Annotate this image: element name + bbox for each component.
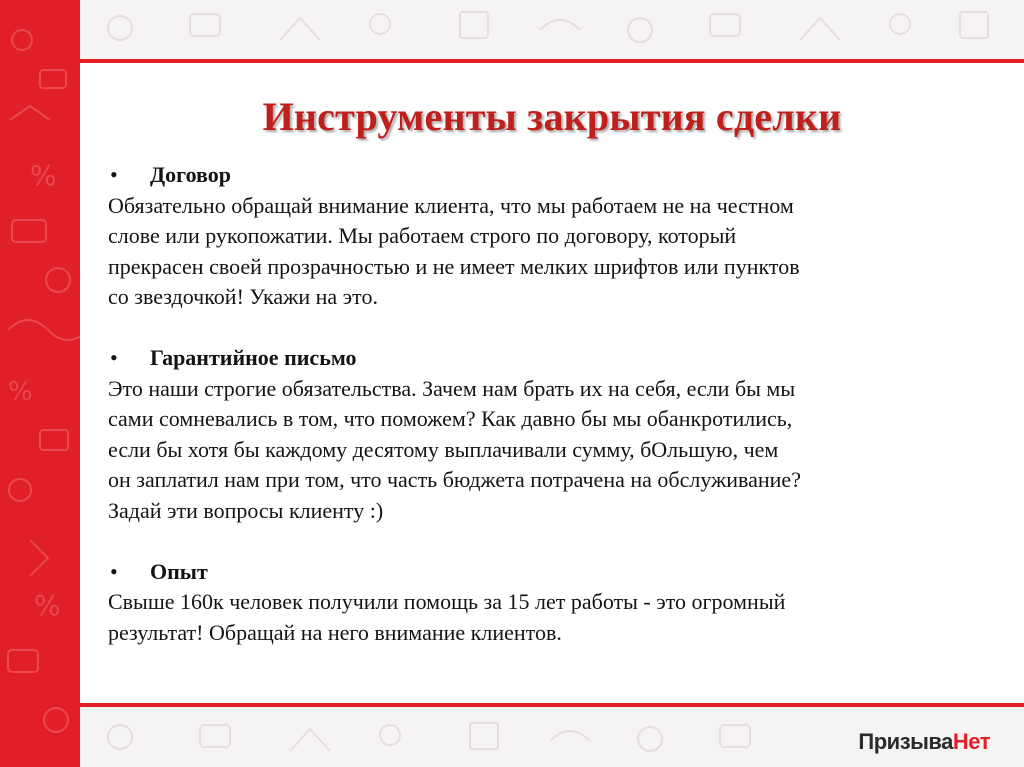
bullet-icon: • (110, 558, 118, 584)
slide-body (108, 160, 1008, 648)
section-heading (108, 343, 1008, 374)
decorative-top-band (80, 0, 1024, 58)
heading-text: Опыт (150, 558, 208, 584)
decorative-side-strip (0, 0, 80, 767)
paragraph-line: прекрасен своей прозрачностью и не имеет мелких шрифтов или пунктов (108, 253, 800, 279)
section-guarantee-letter (108, 343, 1008, 526)
section-heading (108, 160, 1008, 191)
page-title: Инструменты закрытия сделки (262, 94, 842, 139)
section-heading (108, 557, 1008, 588)
heading-text: Гарантийное письмо (150, 345, 357, 370)
heading-text: Договор (150, 162, 231, 187)
doodle-pattern-icon (0, 0, 80, 767)
paragraph-line: он заплатил нам при том, что часть бюджета потрачена на обслуживание? (108, 467, 801, 492)
logo-text-part1: Призыва (858, 729, 953, 754)
brand-logo (858, 729, 990, 755)
paragraph-line: Обязательно обращай внимание клиента, что мы работаем не на честном (108, 192, 794, 218)
slide-content (80, 63, 1024, 703)
svg-text:%: % (34, 589, 61, 622)
section-contract (108, 160, 1008, 313)
paragraph-line: результат! Обращай на него внимание клиентов. (108, 619, 562, 645)
paragraph-line: Это наши строгие обязательства. Зачем нам брать их на себя, если бы мы (108, 375, 796, 401)
doodle-pattern-icon (80, 0, 1024, 58)
paragraph-line: Свыше 160к человек получили помощь за 15 лет работы - это огромный (108, 589, 786, 614)
paragraph-line: если бы хотя бы каждому десятому выплачивали сумму, бОльшую, чем (108, 436, 779, 462)
svg-text:%: % (8, 377, 33, 407)
logo-text-part2: Нет (952, 729, 990, 754)
bullet-icon: • (110, 345, 118, 370)
paragraph-line: слове или рукопожатии. Мы работаем строго по договору, который (108, 223, 737, 248)
bullet-icon: • (110, 162, 118, 187)
paragraph-line: сами сомневались в том, что поможем? Как давно бы мы обанкротились, (108, 406, 793, 431)
section-experience (108, 557, 1008, 649)
footer-band (80, 707, 1024, 767)
svg-text:%: % (30, 159, 57, 192)
paragraph-line: со звездочкой! Укажи на это. (108, 284, 378, 309)
paragraph-line: Задай эти вопросы клиенту :) (108, 497, 384, 523)
